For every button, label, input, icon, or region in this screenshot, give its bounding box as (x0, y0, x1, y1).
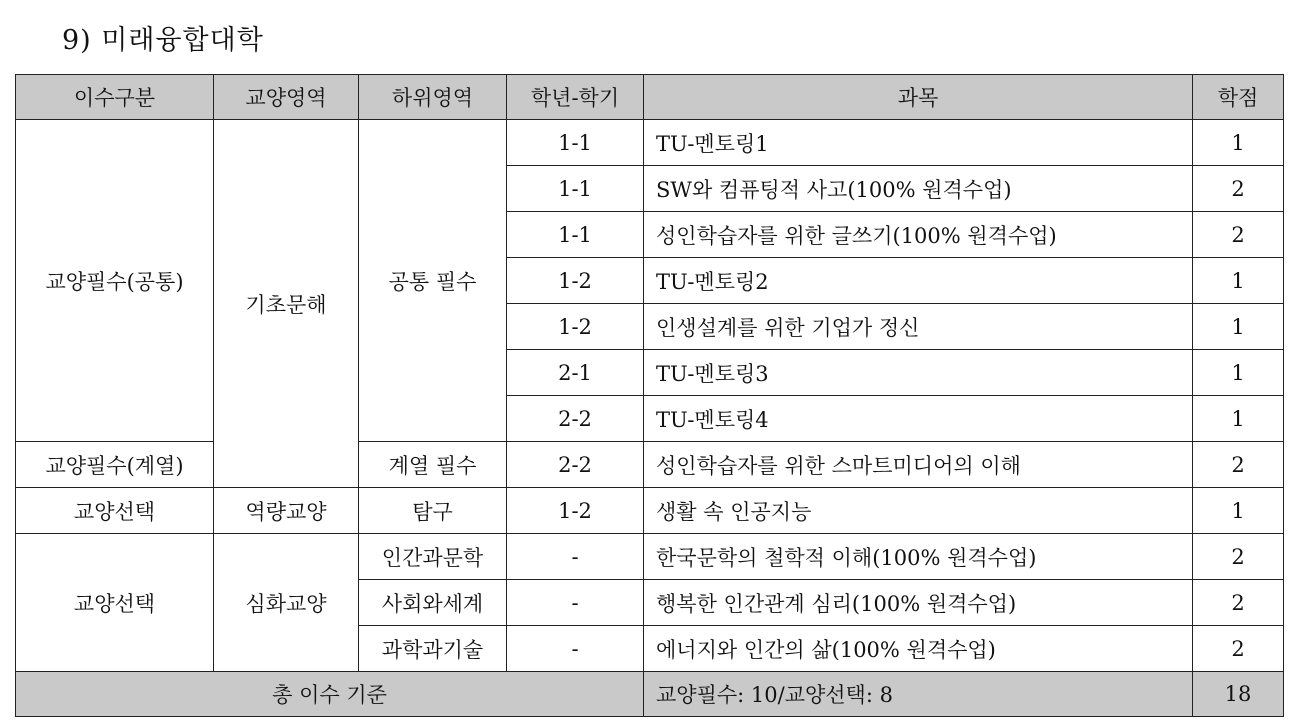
course-cell: 행복한 인간관계 심리(100% 원격수업) (644, 580, 1193, 626)
subarea-cell: 인간과문학 (359, 534, 507, 580)
course-cell: 성인학습자를 위한 글쓰기(100% 원격수업) (644, 212, 1193, 258)
term-cell: - (507, 534, 644, 580)
credit-cell: 1 (1193, 304, 1284, 350)
table-row (16, 534, 1284, 580)
term-cell: - (507, 626, 644, 672)
course-cell: SW와 컴퓨팅적 사고(100% 원격수업) (644, 166, 1193, 212)
subarea-cell: 과학과기술 (359, 626, 507, 672)
term-cell: 1-1 (507, 212, 644, 258)
course-cell: 에너지와 인간의 삶(100% 원격수업) (644, 626, 1193, 672)
subarea-cell: 공통 필수 (359, 120, 507, 442)
course-cell: TU-멘토링4 (644, 396, 1193, 442)
header-row (16, 75, 1284, 120)
total-row (16, 672, 1284, 717)
course-cell: TU-멘토링1 (644, 120, 1193, 166)
subarea-cell: 사회와세계 (359, 580, 507, 626)
area-cell: 기초문해 (214, 120, 359, 488)
area-cell: 심화교양 (214, 534, 359, 672)
term-cell: - (507, 580, 644, 626)
term-cell: 2-2 (507, 442, 644, 488)
credit-cell: 2 (1193, 534, 1284, 580)
course-cell: 생활 속 인공지능 (644, 488, 1193, 534)
term-cell: 1-2 (507, 488, 644, 534)
subarea-cell: 탐구 (359, 488, 507, 534)
credit-cell: 1 (1193, 350, 1284, 396)
header-area: 교양영역 (214, 75, 359, 120)
credit-cell: 1 (1193, 120, 1284, 166)
curriculum-table (15, 74, 1284, 717)
course-cell: TU-멘토링3 (644, 350, 1193, 396)
credit-cell: 1 (1193, 396, 1284, 442)
header-subarea: 하위영역 (359, 75, 507, 120)
page-title: 9) 미래융합대학 (62, 25, 264, 56)
term-cell: 1-2 (507, 258, 644, 304)
total-credit: 18 (1193, 672, 1284, 717)
credit-cell: 2 (1193, 442, 1284, 488)
credit-cell: 2 (1193, 166, 1284, 212)
course-cell: 한국문학의 철학적 이해(100% 원격수업) (644, 534, 1193, 580)
header-term: 학년-학기 (507, 75, 644, 120)
credit-cell: 1 (1193, 488, 1284, 534)
total-detail: 교양필수: 10/교양선택: 8 (644, 672, 1193, 717)
table-row (16, 488, 1284, 534)
table-row (16, 120, 1284, 166)
category-cell: 교양필수(공통) (16, 120, 214, 442)
category-cell: 교양선택 (16, 488, 214, 534)
area-cell: 역량교양 (214, 488, 359, 534)
credit-cell: 1 (1193, 258, 1284, 304)
course-cell: TU-멘토링2 (644, 258, 1193, 304)
header-category: 이수구분 (16, 75, 214, 120)
table-row (16, 442, 1284, 488)
header-credit: 학점 (1193, 75, 1284, 120)
header-course: 과목 (644, 75, 1193, 120)
credit-cell: 2 (1193, 212, 1284, 258)
credit-cell: 2 (1193, 580, 1284, 626)
term-cell: 1-2 (507, 304, 644, 350)
term-cell: 1-1 (507, 166, 644, 212)
category-cell: 교양선택 (16, 534, 214, 672)
credit-cell: 2 (1193, 626, 1284, 672)
term-cell: 2-2 (507, 396, 644, 442)
subarea-cell: 계열 필수 (359, 442, 507, 488)
term-cell: 2-1 (507, 350, 644, 396)
course-cell: 인생설계를 위한 기업가 정신 (644, 304, 1193, 350)
total-label: 총 이수 기준 (16, 672, 644, 717)
course-cell: 성인학습자를 위한 스마트미디어의 이해 (644, 442, 1193, 488)
term-cell: 1-1 (507, 120, 644, 166)
category-cell: 교양필수(계열) (16, 442, 214, 488)
